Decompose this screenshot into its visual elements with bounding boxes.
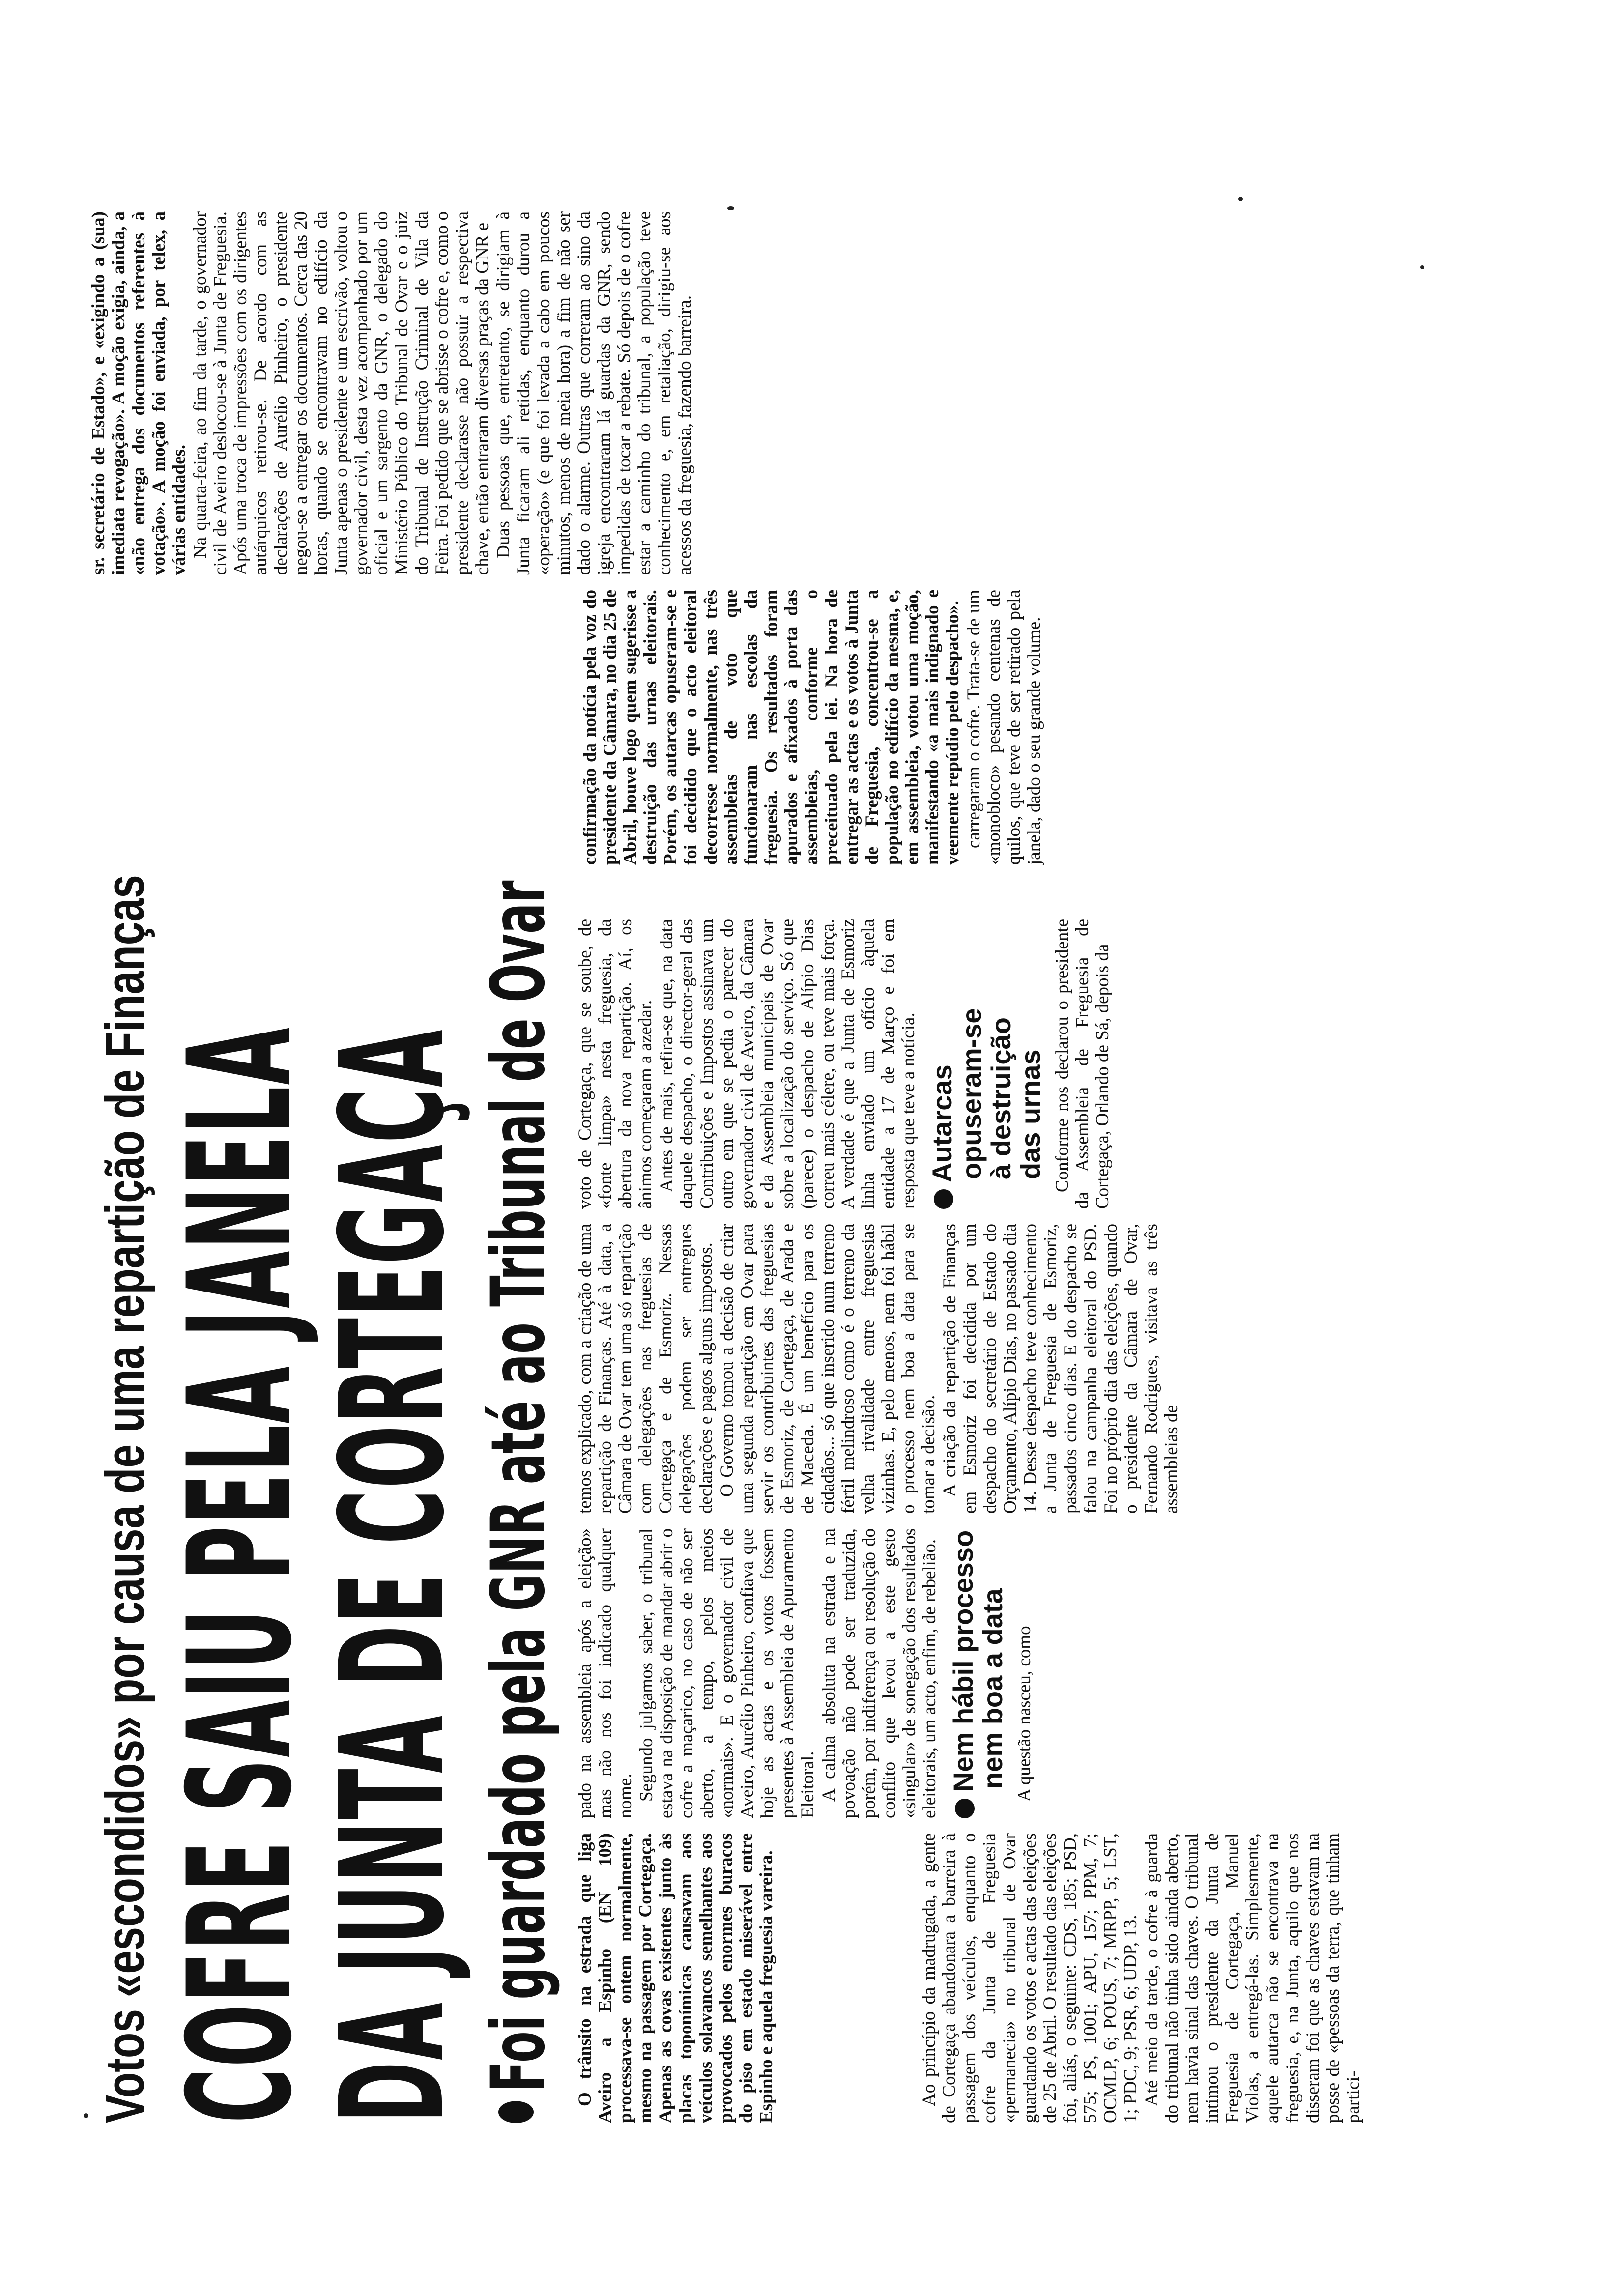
paragraph: A calma absoluta na estrada e na povoação não pode ser traduzida, porém, por indiferença ou resolução do conflito que levou a este gesto «singular» de sonegação dos resultados eleitorais, um acto, enfim, de rebelião. [819, 1528, 940, 1818]
paragraph: Duas pessoas que, entretanto, se dirigiam à Junta ficaram ali retidas, enquanto durou a «operação» (e que foi levada a cabo em poucos minutos, menos de meia hora) a fim de não ser dado o alarme. Outras que correram ao sino da igreja encontraram lá guardas da GNR, sendo impedidas de tocar a rebate. Só depois de o cofre estar a caminho do tribunal, a população teve conhecimento e, em retaliação, dirigiu-se aos acessos da freguesia, fazendo barreira. [493, 211, 695, 575]
article-column-3 [575, 1224, 1406, 1514]
bullet-icon [955, 1799, 975, 1818]
subheadline-text: Foi guardado pela GNR até ao Tribunal de Ovar [476, 880, 561, 2092]
article-column-1 [919, 1833, 1406, 2123]
subheadline [476, 880, 561, 2123]
paragraph: Na quarta-feira, ao fim da tarde, o governador civil de Aveiro deslocou-se à Junta de Freguesia. Após uma troca de impressões com os dirigentes autárquicos retirou-se. De acordo com as declarações de Aurélio Pinheiro, o presidente negou-se a entregar os documentos. Cerca das 20 horas, quando se encontravam no edifício da Junta apenas o presidente e um escrivão, voltou o governador civil, desta vez acompanhado por um oficial e um sargento da GNR, o delegado do Ministério Público do Tribunal de Ovar e o juiz do Tribunal de Instrução Criminal de Vila da Feira. Foi pedido que se abrisse o cofre e, como o presidente declarasse não possuir a respectiva chave, então entraram diversas praças da GNR e [190, 211, 492, 575]
paragraph: A criação da repartição de Finanças em Esmoriz foi decidida por um despacho do secretário de Estado do Orçamento, Alípio Dias, no passado dia 14. Desse despacho teve conhecimento a Junta de Freguesia de Esmoriz, passados cinco dias. E do despacho se falou na campanha eleitoral do PSD. Foi no próprio dia das eleições, quando o presidente da Câmara de Ovar, Fernando Rodrigues, visitava as três assembleias de [940, 1224, 1181, 1514]
intertitle-text: à destruição [985, 1017, 1016, 1179]
intertitle [927, 919, 1045, 1209]
paragraph: A questão nasceu, como [1014, 1626, 1035, 1802]
headline-line-2: DA JUNTA DE CORTEGAÇA [310, 1028, 476, 2123]
lead-paragraph: O trânsito na estrada que liga Aveiro a Espinho (EN 109) processava-se ontem normalmente, mesmo na passagem por Cortegaça. Apenas as covas existentes junto às placas toponímicas causavam aos veículos solavancos semelhantes aos provocados pelos enormes buracos do piso em estado miserável entre Espinho e aquela freguesia vareira. [575, 1833, 777, 2123]
scan-speck [84, 2113, 88, 2118]
paragraph: pado na assembleia após a eleição» mas não nos foi indicado qualquer nome. [575, 1528, 635, 1818]
article-column-4 [575, 919, 1406, 1209]
paragraph: temos explicado, com a criação de uma repartição de Finanças. Até à data, a Câmara de Ovar tem uma só repartição com delegações nas freguesias de Cortegaça e de Esmoriz. Nessas delegações podem ser entregues declarações e pagos alguns impostos. [575, 1224, 716, 1514]
paragraph: Até meio da tarde, o cofre à guarda do tribunal não tinha sido ainda aberto, nem havia sinal das chaves. O tribunal intimou o presidente da Junta de Freguesia de Cortegaça, Manuel Violas, a entregá-las. Simplesmente, aquele autarca não se encontrava na freguesia, e, na Junta, aquilo que nos disseram foi que as chaves estavam na posse de «pessoas da terra, que tinham partici- [1142, 1833, 1363, 2123]
article-column-1-lead [575, 1833, 909, 2123]
paragraph: sr. secretário de Estado», e «exigindo a (sua) imediata revogação». A moção exigia, ainda, a «não entrega dos documentos referentes à votação». A moção foi enviada, por telex, a várias entidades. [88, 211, 189, 575]
paragraph: voto de Cortegaça, que se soube, de «fonte limpa» nesta freguesia, da abertura da nova repartição. Aí, os ânimos começaram a azedar. [575, 919, 656, 1209]
intertitle-text: das urnas [1015, 1049, 1046, 1179]
paragraph: Segundo julgamos saber, o tribunal estava na disposição de mandar abrir o cofre a maçarico, no caso de não ser aberto, a tempo, pelos meios «normais». E o governador civil de Aveiro, Aurélio Pinheiro, confiava que hoje as actas e os votos fossem presentes à Assembleia de Apuramento Eleitoral. [636, 1528, 818, 1818]
intertitle [949, 1528, 1008, 1818]
newspaper-clipping [88, 187, 1415, 2152]
headline-line-1: COFRE SAIU PELA JANELA [158, 1026, 323, 2123]
paragraph: confirmação da notícia pela voz do presidente da Câmara, no dia 25 de Abril, houve logo quem sugerisse a destruição das urnas eleitorais. Porém, os autarcas opuseram-se e foi decidido que o acto eleitoral decorresse normalmente, nas três assembleias de voto que funcionaram nas escolas da freguesia. Os resultados foram apurados e afixados à porta das assembleias, conforme o preceituado pela lei. Na hora de entregar as actas e os votos à Junta de Freguesia, concentrou-se a população no edifício da mesma, e, em assembleia, votou uma moção, manifestando «a mais indignado e veemente repúdio pelo despacho». [580, 590, 963, 865]
article-column-6 [88, 211, 1406, 575]
intertitle-text: Nem hábil processo [948, 1530, 979, 1792]
paragraph: Ao princípio da madrugada, a gente de Cortegaça abandonara a barreira à passagem dos veículos, enquanto o cofre da Junta de Freguesia «permanecia» no tribunal de Ovar guardando os votos e actas das eleições de 25 de Abril. O resultado das eleições foi, aliás, o seguinte: CDS, 185; PSD, 575; PS, 1001; APU, 157; PPM, 7; OCMLP, 6; POUS, 7; MRPP, 5; LST, 1; PDC, 9; PSR, 6; UDP, 13. [919, 1833, 1141, 2123]
paragraph: Antes de mais, refira-se que, na data daquele despacho, o director-geral das Contribuições e Impostos assinava um outro em que se pedia o parecer do governador civil de Aveiro, da Câmara e da Assembleia municipais de Ovar sobre a localização do serviço. Só que (parece) o despacho de Alípio Dias correu mais célere, ou teve mais força. A verdade é que a Junta de Esmoriz linha enviado um ofício àquela entidade a 17 de Março e foi em resposta que teve a notícia. [657, 919, 919, 1209]
paragraph: Conforme nos declarou o presidente da Assembleia de Freguesia de Cortegaça, Orlando de Sá, depois da [1052, 919, 1113, 1209]
intertitle-text: nem boa a data [977, 1588, 1008, 1789]
intertitle-text: opuseram-se [956, 1008, 987, 1179]
article-column-2 [575, 1528, 1406, 1818]
article-column-5 [580, 590, 1406, 865]
bullet-icon [934, 1189, 953, 1209]
paragraph: O Governo tomou a decisão de criar uma segunda repartição em Ovar para servir os contribuintes das freguesias de Esmoriz, de Cortegaça, de Arada e de Maceda. É um benefício para os cidadãos... só que inserido num terreno fértil melindroso como é o terreno da velha rivalidade entre freguesias vizinhas. E, pelo menos, nem foi hábil o processo nem boa a data para se tomar a decisão. [717, 1224, 939, 1514]
scan-speck [1420, 265, 1424, 269]
intertitle-text: Autarcas [926, 1064, 957, 1182]
paragraph: carregaram o cofre. Trata-se de um «monobloco» pesando centenas de quilos, que teve de ser retirado pela janela, dado o seu grande volume. [964, 590, 1044, 865]
kicker: Votos «escondidos» por causa de uma repartição de Finanças [95, 875, 155, 2123]
bullet-icon [498, 2101, 534, 2123]
